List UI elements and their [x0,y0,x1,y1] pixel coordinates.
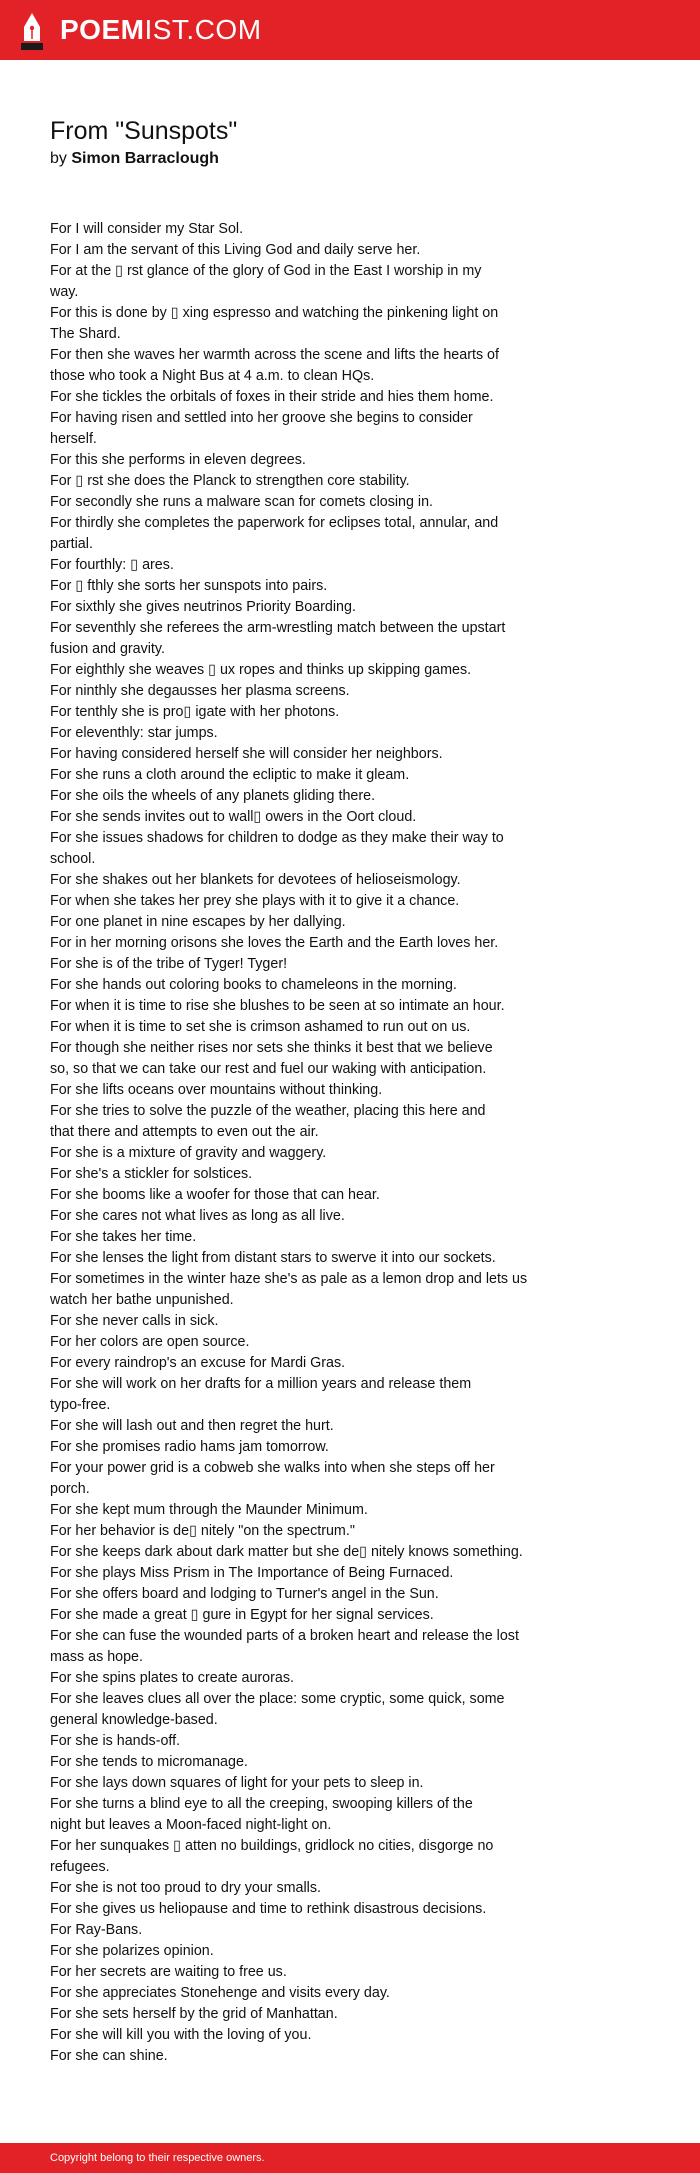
pen-nib-icon [19,11,45,51]
poem-line: herself. [50,431,97,447]
poem-line: For she lifts oceans over mountains without thinking. [50,1082,383,1098]
poem-line: For ▯ rst she does the Planck to strengthen core stability. [50,473,410,489]
poem-line: For she takes her time. [50,1229,197,1245]
poem-line: that there and attempts to even out the air. [50,1124,319,1140]
poem-line: For she's a stickler for solstices. [50,1166,253,1182]
poem-line: For this is done by ▯ xing espresso and watching the pinkening light on [50,305,499,321]
poem-line: For thirdly she completes the paperwork for eclipses total, annular, and [50,515,499,531]
poem-line: partial. [50,536,93,552]
poem-line: For she polarizes opinion. [50,1943,214,1959]
poem-line: For your power grid is a cobweb she walks into when she steps off her [50,1460,495,1476]
poem-line: For she spins plates to create auroras. [50,1670,294,1686]
poem-line: school. [50,851,96,867]
poem-line: For secondly she runs a malware scan for comets closing in. [50,494,434,510]
poem-line: night but leaves a Moon-faced night-light on. [50,1817,332,1833]
copyright-notice: Copyright belong to their respective owners. [50,2152,265,2164]
poem-line: watch her bathe unpunished. [50,1292,234,1308]
poem-line: For when it is time to rise she blushes to be seen at so intimate an hour. [50,998,505,1014]
poem-line: For she made a great ▯ gure in Egypt for her signal services. [50,1607,434,1623]
site-logo-link[interactable] [60,14,262,46]
poem-line: For tenthly she is pro▯ igate with her photons. [50,704,340,720]
poem-line: For Ray-Bans. [50,1922,143,1938]
poem-line: For she oils the wheels of any planets gliding there. [50,788,376,804]
poem-line: For her secrets are waiting to free us. [50,1964,287,1980]
poem-line: For fourthly: ▯ ares. [50,557,174,573]
poem-line: For when she takes her prey she plays with it to give it a chance. [50,893,460,909]
poem-line: For her sunquakes ▯ atten no buildings, gridlock no cities, disgorge no [50,1838,494,1854]
poem-line: For though she neither rises nor sets she thinks it best that we believe [50,1040,493,1056]
poem-line: For having considered herself she will consider her neighbors. [50,746,443,762]
poem-line: For she turns a blind eye to all the creeping, swooping killers of the [50,1796,473,1812]
poem-line: For seventhly she referees the arm-wrestling match between the upstart [50,620,506,636]
poem-line: For sixthly she gives neutrinos Priority Boarding. [50,599,356,615]
poem-line: For she plays Miss Prism in The Importance of Being Furnaced. [50,1565,454,1581]
poem-line: For sometimes in the winter haze she's as pale as a lemon drop and lets us [50,1271,528,1287]
site-footer [0,2143,700,2173]
logo-text-light: IST.COM [144,14,262,45]
poem-line: For she kept mum through the Maunder Minimum. [50,1502,368,1518]
poem-line: porch. [50,1481,90,1497]
poem-line: For she is not too proud to dry your smalls. [50,1880,321,1896]
poem-line: For one planet in nine escapes by her dallying. [50,914,346,930]
poem-line: For she lenses the light from distant stars to swerve it into our sockets. [50,1250,496,1266]
poem-line: way. [50,284,79,300]
poem-byline [50,149,219,169]
logo-text-bold: POEM [60,14,145,45]
poem-line: For she tickles the orbitals of foxes in their stride and hies them home. [50,389,494,405]
poem-line: For her colors are open source. [50,1334,250,1350]
poem-line: For ninthly she degausses her plasma screens. [50,683,350,699]
poem-line: For at the ▯ rst glance of the glory of God in the East I worship in my [50,263,482,279]
poem-line: For every raindrop's an excuse for Mardi Gras. [50,1355,346,1371]
poem-line: For she runs a cloth around the ecliptic to make it gleam. [50,767,410,783]
poem-line: For she sends invites out to wall▯ owers in the Oort cloud. [50,809,417,825]
poem-line: For she will work on her drafts for a million years and release them [50,1376,472,1392]
poem-line: For she cares not what lives as long as all live. [50,1208,345,1224]
poem-line: typo-free. [50,1397,111,1413]
poem-line: For she sets herself by the grid of Manhattan. [50,2006,338,2022]
poem-line: For her behavior is de▯ nitely "on the spectrum." [50,1523,355,1539]
poem-line: For she never calls in sick. [50,1313,219,1329]
poem-line: For she lays down squares of light for your pets to sleep in. [50,1775,424,1791]
poem-line: For she booms like a woofer for those that can hear. [50,1187,380,1203]
poem-line: For she gives us heliopause and time to rethink disastrous decisions. [50,1901,487,1917]
poem-body [50,219,570,2067]
poem-line: For ▯ fthly she sorts her sunspots into pairs. [50,578,328,594]
poem-line: For she leaves clues all over the place: some cryptic, some quick, some [50,1691,505,1707]
poem-line: those who took a Night Bus at 4 a.m. to clean HQs. [50,368,375,384]
poem-line: For then she waves her warmth across the scene and lifts the hearts of [50,347,499,363]
poem-line: For she is of the tribe of Tyger! Tyger! [50,956,288,972]
poem-line: For she tries to solve the puzzle of the weather, placing this here and [50,1103,486,1119]
poem-line: For she shakes out her blankets for devotees of helioseismology. [50,872,461,888]
poem-line: For she can fuse the wounded parts of a broken heart and release the lost [50,1628,519,1644]
by-label: by [50,150,67,167]
poem-line: For she is hands-off. [50,1733,181,1749]
poem-line: For she will kill you with the loving of you. [50,2027,312,2043]
poem-line: refugees. [50,1859,110,1875]
poem-line: The Shard. [50,326,121,342]
poem-line: For I am the servant of this Living God and daily serve her. [50,242,421,258]
poem-line: For in her morning orisons she loves the Earth and the Earth loves her. [50,935,499,951]
author-name[interactable]: Simon Barraclough [71,150,219,167]
site-header [0,0,700,60]
poem-line: For she issues shadows for children to dodge as they make their way to [50,830,504,846]
poem-line: For when it is time to set she is crimson ashamed to run out on us. [50,1019,471,1035]
poem-line: For eleventhly: star jumps. [50,725,218,741]
poem-line: For having risen and settled into her groove she begins to consider [50,410,473,426]
poem-line: For she tends to micromanage. [50,1754,248,1770]
poem-line: For eighthly she weaves ▯ ux ropes and thinks up skipping games. [50,662,472,678]
poem-line: For she appreciates Stonehenge and visits every day. [50,1985,390,2001]
poem-line: general knowledge-based. [50,1712,218,1728]
poem-line: so, so that we can take our rest and fuel our waking with anticipation. [50,1061,487,1077]
poem-line: For she promises radio hams jam tomorrow. [50,1439,329,1455]
poem-line: mass as hope. [50,1649,143,1665]
poem-line: For she keeps dark about dark matter but she de▯ nitely knows something. [50,1544,523,1560]
poem-line: For she offers board and lodging to Turner's angel in the Sun. [50,1586,439,1602]
poem-line: For this she performs in eleven degrees. [50,452,306,468]
poem-title: From "Sunspots" [50,117,238,145]
poem-line: For she can shine. [50,2048,168,2064]
poem-line: For I will consider my Star Sol. [50,221,244,237]
poem-line: For she is a mixture of gravity and waggery. [50,1145,327,1161]
poem-line: fusion and gravity. [50,641,165,657]
poem-line: For she will lash out and then regret the hurt. [50,1418,334,1434]
poem-line: For she hands out coloring books to chameleons in the morning. [50,977,457,993]
